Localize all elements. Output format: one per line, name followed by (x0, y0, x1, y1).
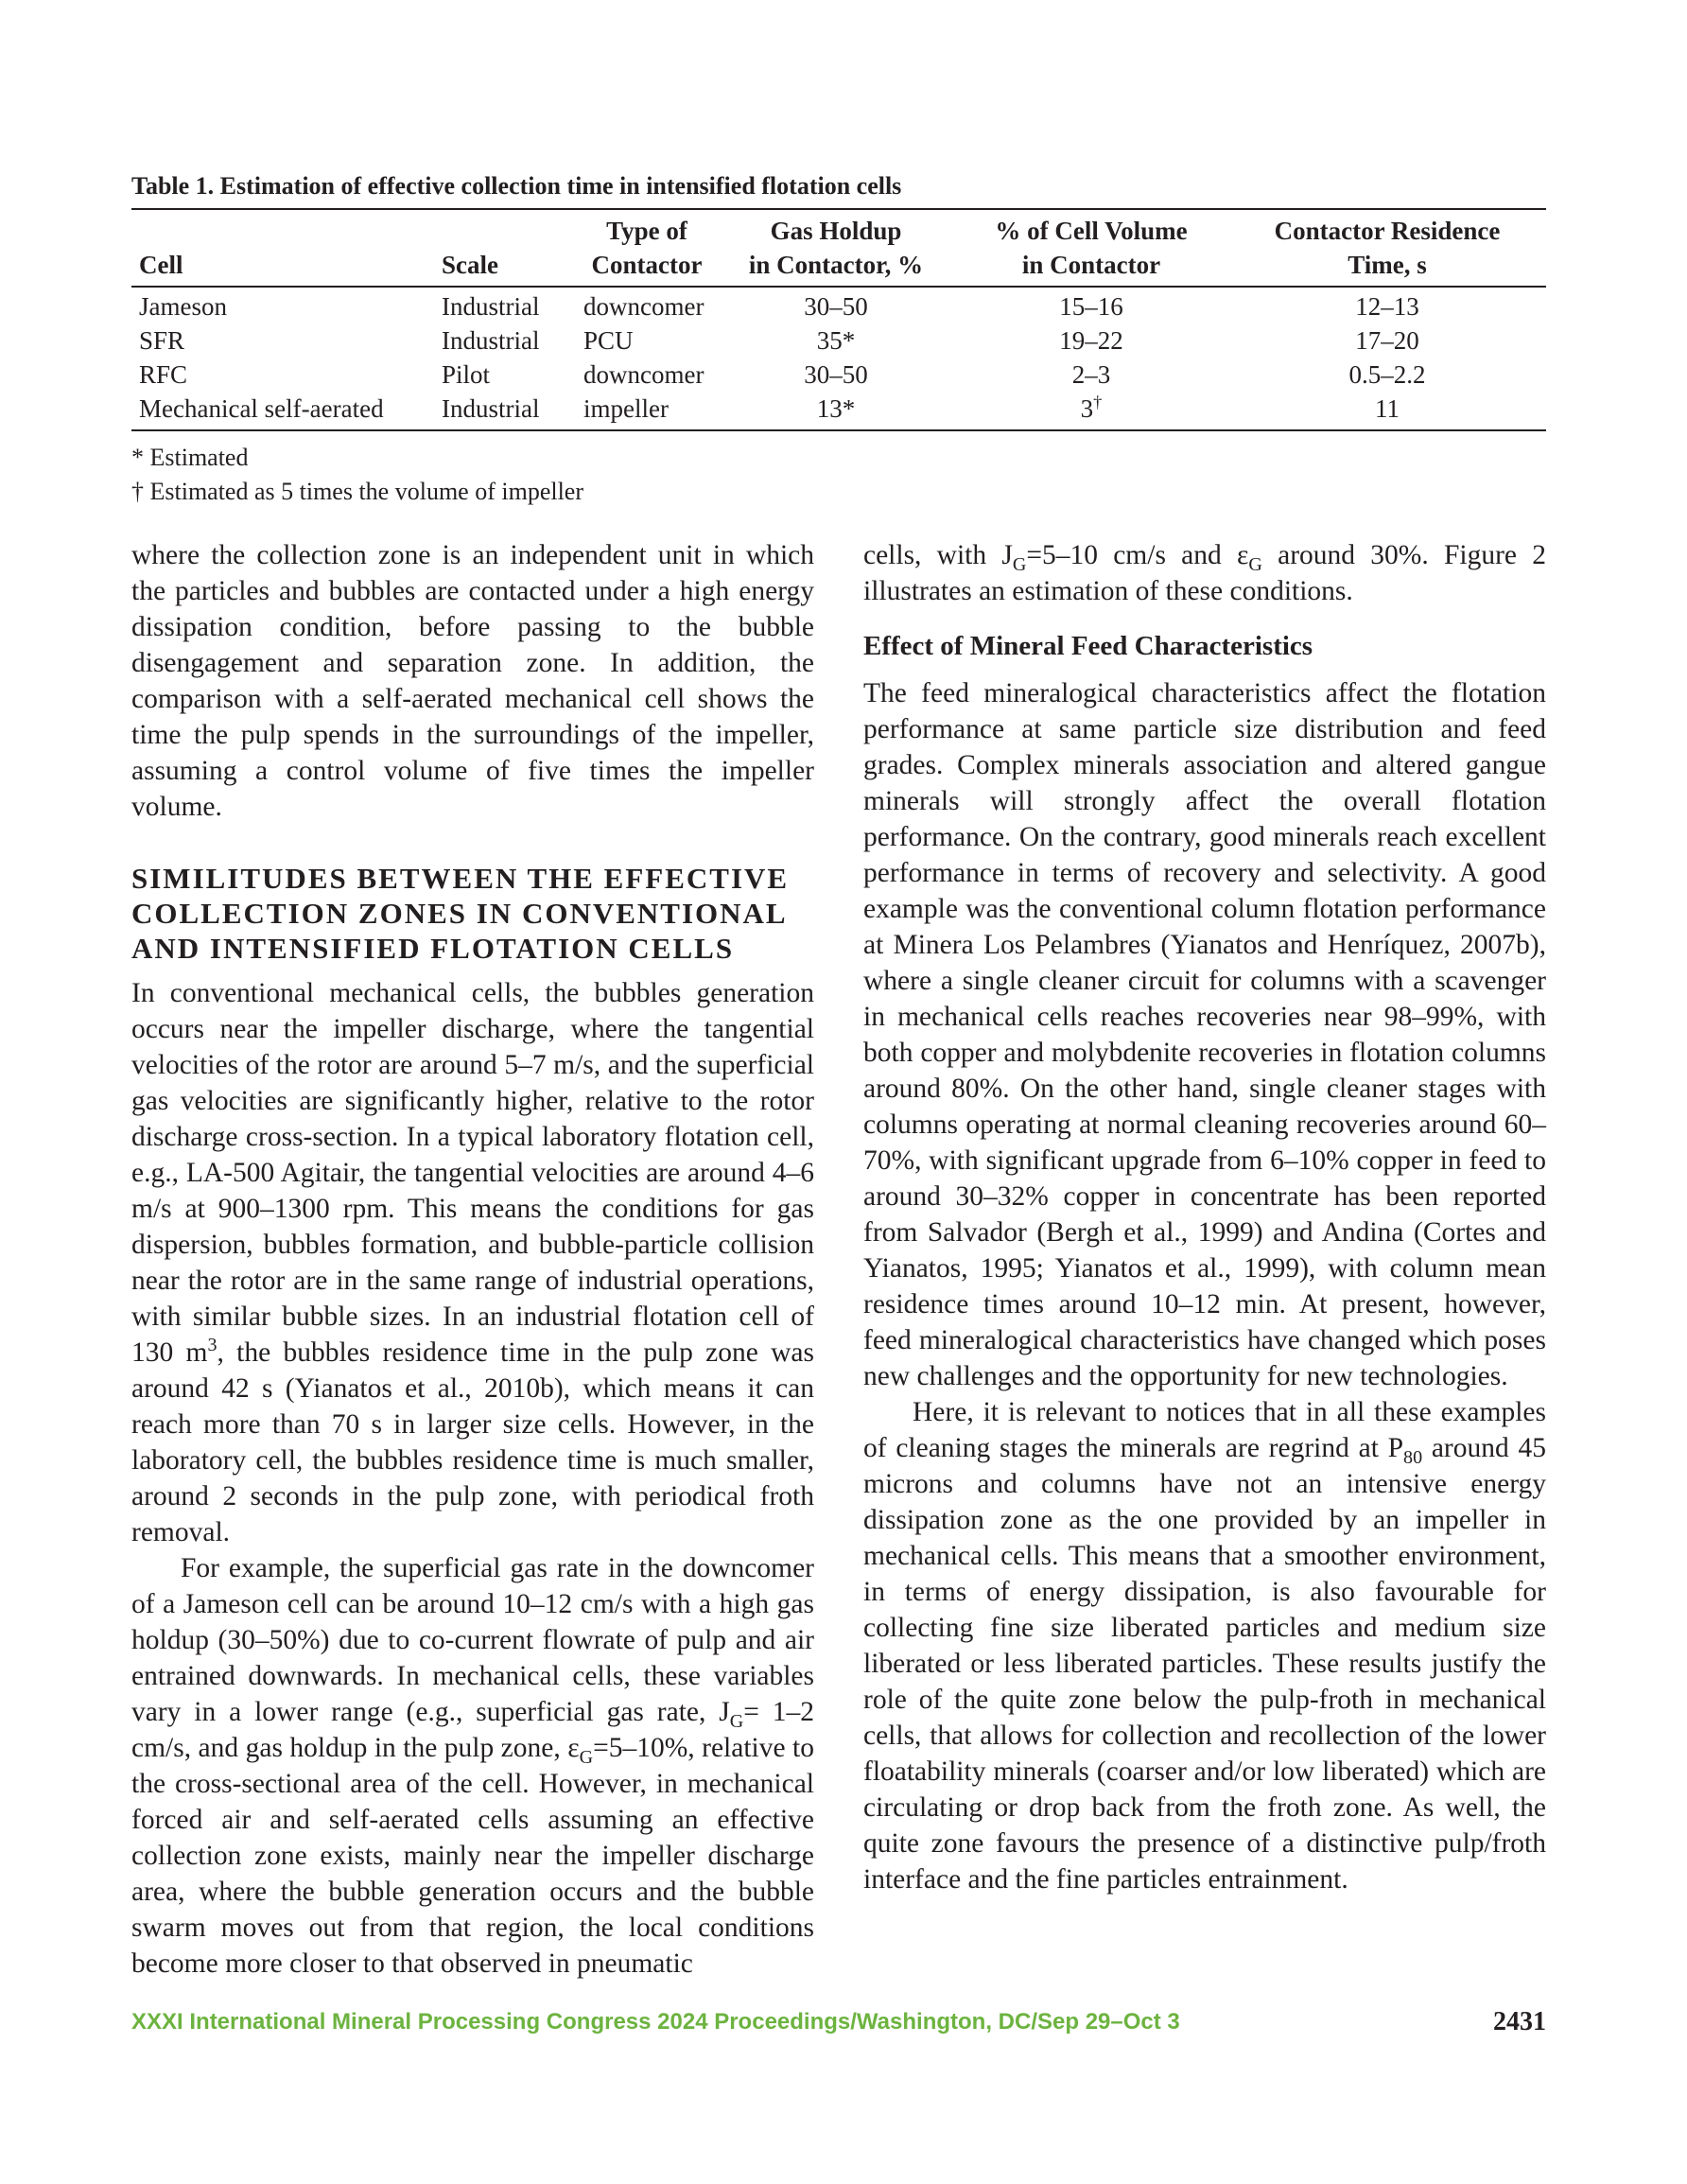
table-cell: Industrial (442, 292, 540, 321)
table-cell: 0.5–2.2 (1348, 360, 1426, 389)
table-cell: impeller (576, 392, 718, 430)
table-cell: 30–50 (804, 360, 868, 389)
table-cell: 13* (718, 392, 954, 430)
table-1 (131, 208, 1546, 431)
table-header-cell: Contactor Residence (1274, 217, 1501, 245)
paragraph: The feed mineralogical characteristics affect the flotation performance at same particle size distribution and feed grades. Complex minerals association and altered gangue minerals will strongly affect the overall flotation performance. On the contrary, good minerals reach excellent performance in terms of recovery and selectivity. A good example was the conventional column flotation performance at Minera Los Pelambres (Yianatos and Henríquez, 2007b), where a single cleaner circuit for columns with a scavenger in mechanical cells reaches recoveries near 98–99%, with both copper and molybdenite recoveries in flotation columns around 80%. On the other hand, single cleaner stages with columns operating at normal cleaning recoveries around 60–70%, with significant upgrade from 6–10% copper in feed to around 30–32% copper in concentrate has been reported from Salvador (Bergh et al., 1999) and Andina (Cortes and Yianatos, 1995; Yianatos et al., 1999), with column mean residence times around 10–12 min. At present, however, feed mineralogical characteristics have changed which poses new challenges and the opportunity for new technologies. (863, 678, 1546, 1391)
section-heading: SIMILITUDES BETWEEN THE EFFECTIVE COLLECTION ZONES IN CONVENTIONAL AND INTENSIFIED FLOTATION CELLS (131, 862, 790, 965)
table-header-cell: in Contactor (954, 248, 1228, 287)
table-cell: 11 (1228, 392, 1546, 430)
table-cell: 30–50 (804, 292, 868, 321)
table-cell: 2–3 (1071, 360, 1111, 389)
table-cell: Industrial (434, 392, 576, 430)
table-cell: Industrial (442, 326, 540, 355)
paragraph: where the collection zone is an independent unit in which the particles and bubbles are contacted under a high energy dissipation condition, before passing to the bubble disengagement and separation zone. In addition, the comparison with a self-aerated mechanical cell shows the time the pulp spends in the surroundings of the impeller, assuming a control volume of five times the impeller volume. (131, 540, 814, 822)
table-header-cell: % of Cell Volume (995, 217, 1188, 245)
table-cell: PCU (583, 326, 634, 355)
table-header-cell: Type of (606, 217, 687, 245)
page-footer (131, 2009, 1546, 2047)
table-row (131, 392, 1546, 430)
table-cell: Jameson (139, 292, 227, 321)
table-cell: 17–20 (1355, 326, 1419, 355)
page (131, 170, 1546, 1979)
table-cell: Mechanical self-aerated (131, 392, 434, 430)
table-cell: 15–16 (1059, 292, 1123, 321)
left-column (131, 537, 814, 1982)
table-header-cell: Gas Holdup (770, 217, 902, 245)
table-cell: SFR (139, 326, 185, 355)
table-cell: downcomer (583, 360, 704, 389)
table-cell: 19–22 (1059, 326, 1123, 355)
table-row (131, 287, 1546, 323)
table-header-cell (434, 209, 576, 248)
table-header-cell: Cell (131, 248, 434, 287)
table-cell: Pilot (442, 360, 491, 389)
table-notes (131, 441, 1546, 509)
footer-conference-title: XXXI International Mineral Processing Congress 2024 Proceedings/Washington, DC/Sep 29–Oct 3 (131, 2009, 1180, 2035)
table-row (131, 358, 1546, 392)
table-header-cell: Contactor (576, 248, 718, 287)
table-cell: 3† (954, 392, 1228, 430)
table-header-cell (131, 209, 434, 248)
table-header-row (131, 248, 1546, 287)
table-header-row (131, 209, 1546, 248)
right-column (863, 537, 1546, 1897)
paragraph: Here, it is relevant to notices that in all these examples of cleaning stages the minerals are regrind at $P_{80}$ around 45 microns and columns have not an intensive energy dissipation zone as the one provided by an impeller in mechanical cells. This means that a smoother environment, in terms of energy dissipation, is also favourable for collecting fine size liberated particles and medium size liberated or less liberated particles. These results justify the role of the quite zone below the pulp-froth in mechanical cells, that allows for collection and recollection of the lower floatability minerals (coarser and/or low liberated) which are circulating or drop back from the froth zone. As well, the quite zone favours the presence of a distinctive pulp/froth interface and the fine particles entrainment. (863, 1397, 1546, 1895)
subsection-heading: Effect of Mineral Feed Characteristics (863, 631, 1313, 661)
page-number: 2431 (1493, 2007, 1546, 2036)
table-header-cell: Scale (434, 248, 576, 287)
table-cell: downcomer (583, 292, 704, 321)
table-caption: Table 1. Estimation of effective collection time in intensified flotation cells (131, 172, 902, 200)
table-header-cell: Time, s (1228, 248, 1546, 287)
table-note: * Estimated (131, 444, 249, 471)
table-cell: RFC (139, 360, 188, 389)
table-row (131, 323, 1546, 358)
table-note: † Estimated as 5 times the volume of impeller (131, 478, 584, 505)
paragraph: cells, with $J_G=5-10$ cm/s and $\varepsilon_G$ around 30%. Figure 2 illustrates an estimation of these conditions. (863, 540, 1546, 606)
table-header-cell: in Contactor, % (718, 248, 954, 287)
table-cell: 35* (816, 326, 856, 355)
paragraph: In conventional mechanical cells, the bubbles generation occurs near the impeller discharge, where the tangential velocities of the rotor are around 5–7 m/s, and the superficial gas velocities are significantly higher, relative to the rotor discharge cross-section. In a typical laboratory flotation cell, e.g., LA-500 Agitair, the tangential velocities are around 4–6 m/s at 900–1300 rpm. This means the conditions for gas dispersion, bubbles formation, and bubble-particle collision near the rotor are in the same range of industrial operations, with similar bubble sizes. In an industrial flotation cell of 130 $m^3$, the bubbles residence time in the pulp zone was around 42 s (Yianatos et al., 2010b), which means it can reach more than 70 s in larger size cells. However, in the laboratory cell, the bubbles residence time is much smaller, around 2 seconds in the pulp zone, with periodical froth removal. (131, 978, 814, 1547)
paragraph: For example, the superficial gas rate in the downcomer of a Jameson cell can be around 10–12 cm/s with a high gas holdup (30–50%) due to co-current flowrate of pulp and air entrained downwards. In mechanical cells, these variables vary in a lower range (e.g., superficial gas rate, $J_G= 1-2$ cm/s, and gas holdup in the pulp zone, $\varepsilon_G=5-10\%$, relative to the cross-sectional area of the cell. However, in mechanical forced air and self-aerated cells assuming an effective collection zone exists, mainly near the impeller discharge area, where the bubble generation occurs and the bubble swarm moves out from that region, the local conditions become more closer to that observed in pneumatic (131, 1553, 815, 1979)
table-cell: 12–13 (1355, 292, 1419, 321)
